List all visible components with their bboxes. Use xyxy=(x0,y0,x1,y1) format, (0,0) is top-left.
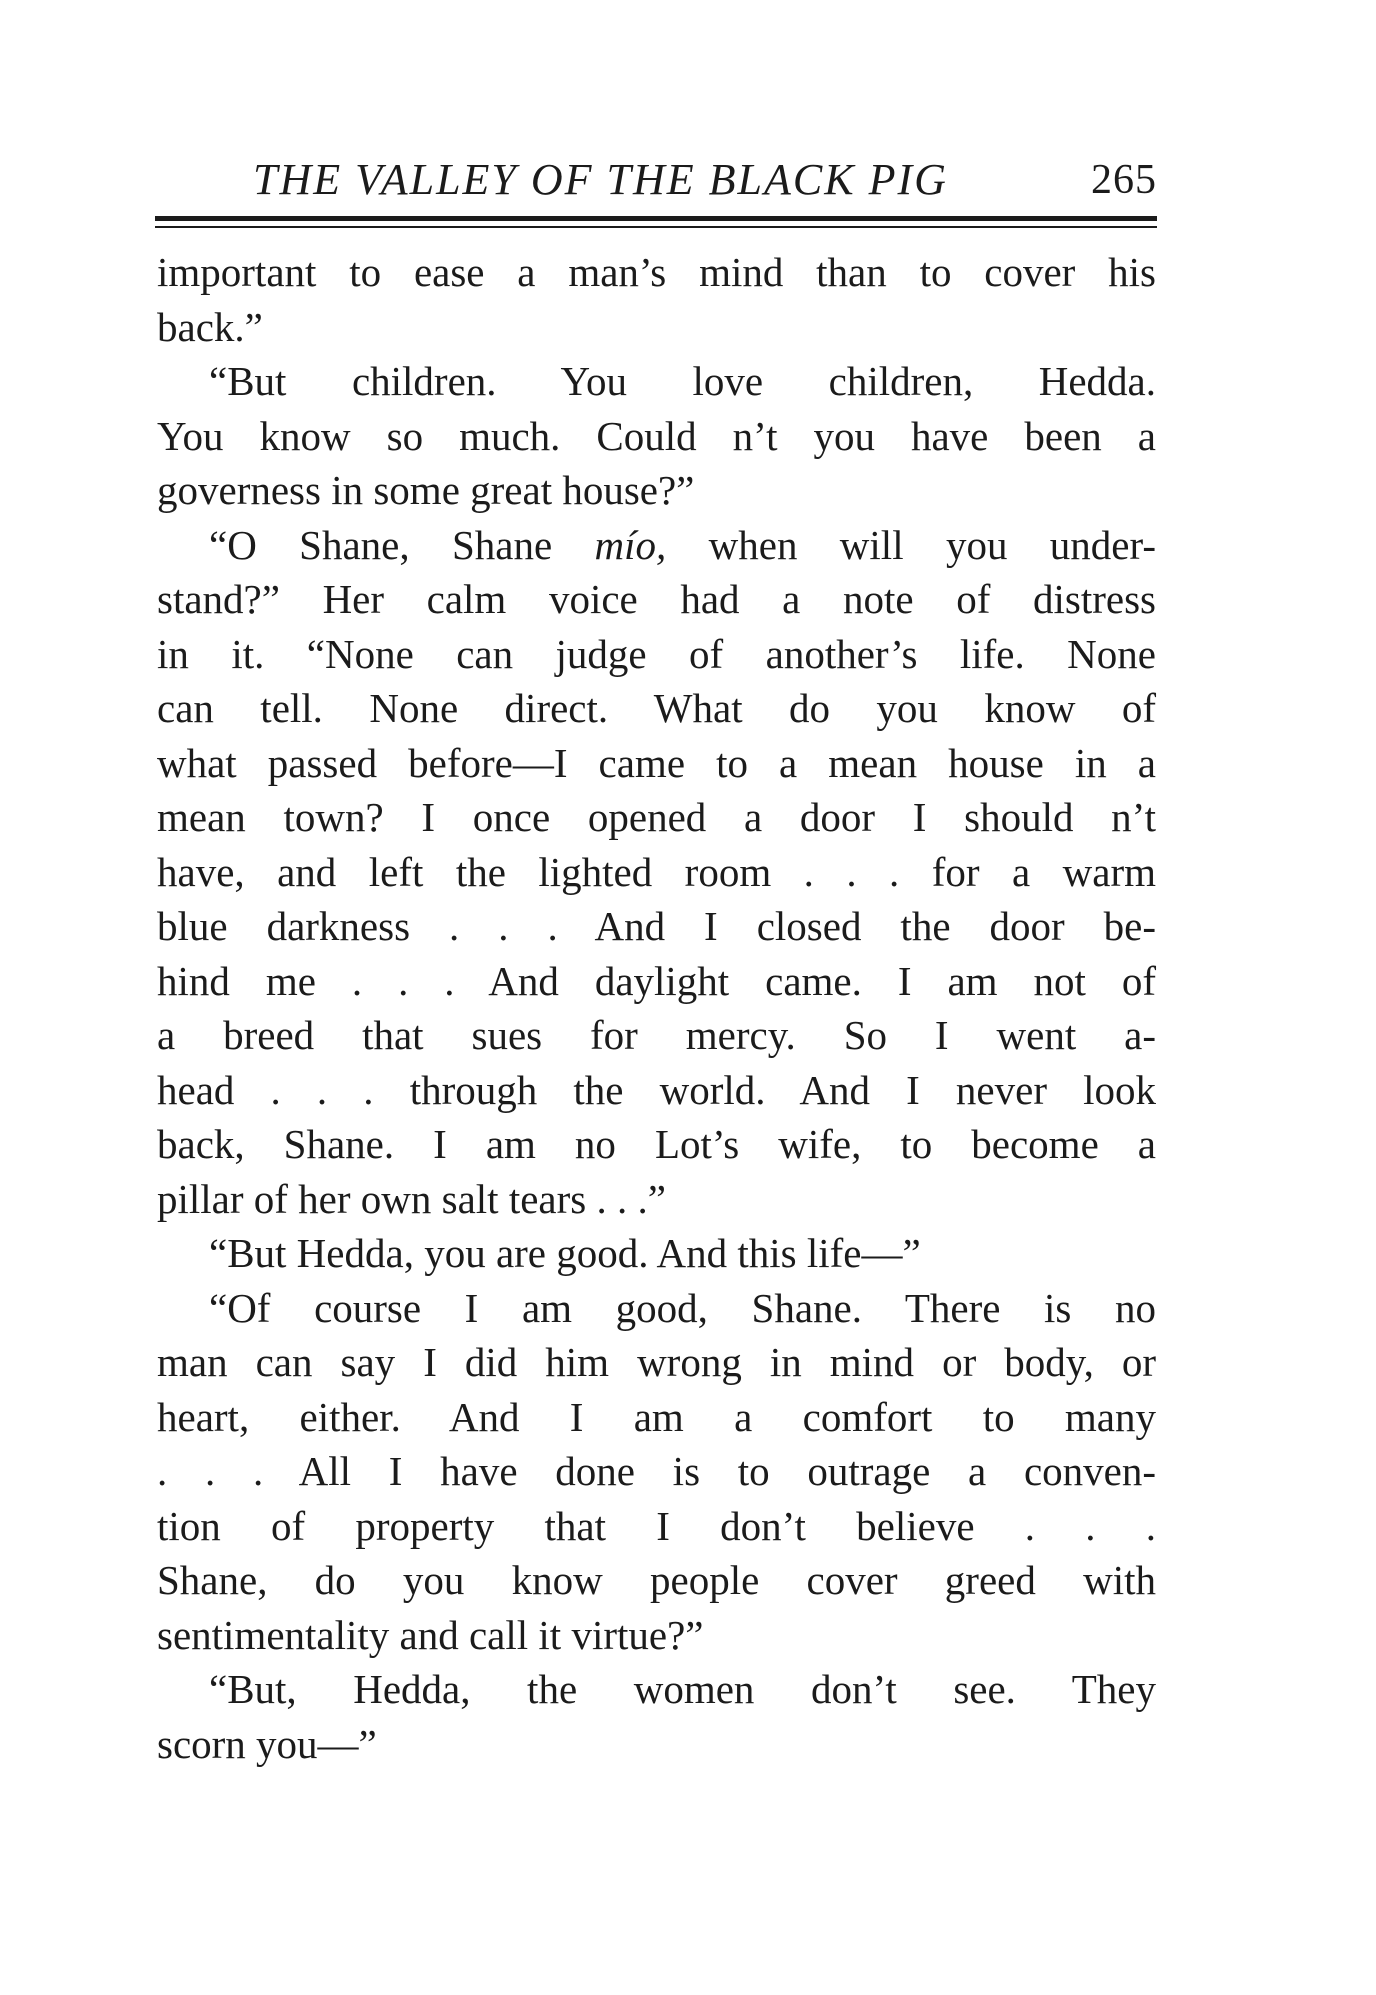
running-title: THE VALLEY OF THE BLACK PIG xyxy=(253,155,948,204)
text-line: “O Shane, Shane mío, when will you under- xyxy=(209,521,1156,568)
text-line: have, and left the lighted room . . . for a warm xyxy=(157,848,1156,895)
text-line: “But, Hedda, the women don’t see. They xyxy=(209,1666,1156,1712)
text-line: . . . All I have done is to outrage a conven- xyxy=(157,1448,1156,1494)
body-text xyxy=(157,245,1156,1771)
text-line: blue darkness . . . And I closed the door be- xyxy=(157,903,1156,949)
text-line: man can say I did him wrong in mind or body, or xyxy=(157,1339,1156,1385)
text-line: “But Hedda, you are good. And this life—” xyxy=(209,1230,921,1276)
text-line: Shane, do you know people cover greed with xyxy=(157,1557,1156,1603)
text-line: in it. “None can judge of another’s life. None xyxy=(157,630,1156,677)
text-line: mean town? I once opened a door I should n’t xyxy=(157,794,1156,840)
text-line: “But children. You love children, Hedda. xyxy=(209,358,1156,404)
text-line: stand?” Her calm voice had a note of distress xyxy=(157,576,1156,622)
text-line: You know so much. Could n’t you have been a xyxy=(157,412,1156,459)
text-line: governess in some great house?” xyxy=(157,467,695,513)
text-line: sentimentality and call it virtue?” xyxy=(157,1611,704,1658)
text-line: important to ease a man’s mind than to cover his xyxy=(157,249,1156,295)
text-line: back, Shane. I am no Lot’s wife, to become a xyxy=(157,1121,1156,1167)
text-line: head . . . through the world. And I never look xyxy=(157,1066,1156,1113)
text-line: pillar of her own salt tears . . .” xyxy=(157,1175,666,1222)
text-line: back.” xyxy=(157,303,263,350)
page-number: 265 xyxy=(1091,157,1157,203)
text-line: “Of course I am good, Shane. There is no xyxy=(209,1284,1156,1331)
italic-word: mío, xyxy=(594,521,667,568)
text-line: a breed that sues for mercy. So I went a- xyxy=(157,1012,1156,1058)
text-line: heart, either. And I am a comfort to many xyxy=(157,1393,1156,1440)
text-line: what passed before—I came to a mean house in a xyxy=(157,739,1156,786)
header-rule-thick xyxy=(155,216,1157,221)
text-line: can tell. None direct. What do you know of xyxy=(157,685,1156,731)
text-line: scorn you—” xyxy=(157,1720,377,1767)
text-line: hind me . . . And daylight came. I am not of xyxy=(157,957,1156,1004)
header-rule-thin xyxy=(155,226,1157,228)
running-header xyxy=(155,155,1157,205)
text-line: tion of property that I don’t believe . . . xyxy=(157,1502,1156,1549)
